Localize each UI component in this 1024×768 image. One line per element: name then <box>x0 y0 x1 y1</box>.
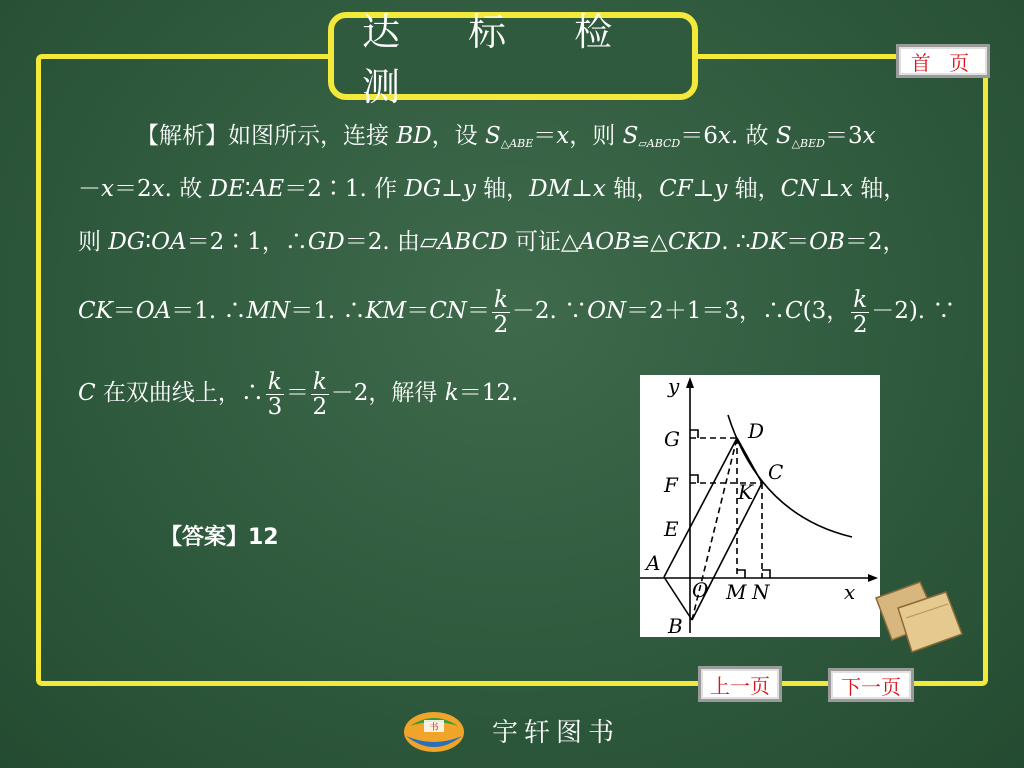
text-segment: － <box>78 176 101 202</box>
solution-line-3 <box>78 216 958 269</box>
text-segment: y <box>462 176 476 202</box>
text-segment: x <box>717 123 731 149</box>
text-segment: ＝ <box>533 123 557 149</box>
label-y: y <box>668 375 680 398</box>
fraction-numerator: k <box>312 368 327 395</box>
text-segment: CF <box>659 176 693 202</box>
text-segment: ＝ <box>466 298 490 324</box>
y-axis-arrow <box>686 377 694 388</box>
text-segment: OB <box>809 229 845 255</box>
text-segment: ＝ <box>285 380 309 406</box>
fraction <box>851 288 869 337</box>
fraction-numerator: k <box>493 286 508 313</box>
label-N: N <box>752 580 770 604</box>
parchment-icon <box>868 578 964 658</box>
prev-page-button[interactable]: 上一页 <box>698 666 782 702</box>
fraction-denominator: 2 <box>493 311 509 338</box>
text-segment: x <box>862 123 876 149</box>
text-segment: AE <box>250 176 285 202</box>
text-segment: ⊥ <box>692 176 715 202</box>
text-segment: ＝ <box>786 229 810 255</box>
text-segment: C <box>785 298 803 324</box>
home-button[interactable]: 首 页 <box>896 44 990 78</box>
text-segment: ⊥ <box>818 176 840 202</box>
text-segment: ＝2∶1. 作 <box>284 176 405 202</box>
text-segment: ，则 <box>569 123 623 149</box>
text-segment: x <box>101 176 114 202</box>
text-segment: ＝3 <box>825 123 863 149</box>
right-angle-G <box>690 430 698 438</box>
page-title: 达 标 检 测 <box>362 10 641 109</box>
text-segment: 可证△ <box>507 229 579 255</box>
text-segment: ON <box>587 298 627 324</box>
fraction-denominator: 3 <box>267 393 283 420</box>
text-segment: 在双曲线上，∴ <box>95 380 264 406</box>
text-segment: －2). ∵ <box>871 298 956 324</box>
label-M: M <box>726 580 747 604</box>
segment-DC <box>737 438 762 483</box>
geometry-figure <box>640 375 880 637</box>
text-segment: x <box>592 176 606 202</box>
text-segment: . 故 <box>730 123 776 149</box>
text-segment: CN <box>780 176 819 202</box>
fraction <box>492 288 510 337</box>
text-segment: MN <box>246 298 291 324</box>
text-segment: ⊥ <box>571 176 593 202</box>
answer-label: 【答案】12 <box>160 525 279 550</box>
text-segment: GD <box>307 229 345 255</box>
text-segment: BD <box>396 123 432 149</box>
text-segment: AOB <box>578 229 632 255</box>
text-segment: CN <box>429 298 467 324</box>
text-segment: x <box>151 176 165 202</box>
label-K: K <box>738 480 753 504</box>
text-segment: y <box>714 176 728 202</box>
label-A: A <box>646 551 661 575</box>
text-segment: ＝ <box>406 298 430 324</box>
text-segment: ＝1. ∴ <box>290 298 366 324</box>
text-segment: ＝2， <box>844 229 906 255</box>
text-segment: k <box>444 380 459 406</box>
next-page-button[interactable]: 下一页 <box>828 668 914 702</box>
text-segment: －2，解得 <box>330 380 445 406</box>
text-segment: . ∴ <box>721 229 751 255</box>
brand-name: 宇轩图书 <box>492 717 621 748</box>
right-angle-N <box>762 570 770 578</box>
text-segment: ≌△ <box>631 229 668 255</box>
text-segment: ⊥ <box>441 176 463 202</box>
text-segment: ＝2. 由▱ <box>344 229 438 255</box>
text-segment: 【解析】如图所示，连接 <box>136 123 397 149</box>
label-D: D <box>748 419 765 443</box>
fraction-numerator: k <box>853 286 868 313</box>
segment-AD <box>664 438 737 577</box>
text-segment: ＝2 <box>113 176 152 202</box>
label-E: E <box>664 517 679 541</box>
text-segment: CK <box>78 298 113 324</box>
text-segment: 则 <box>78 229 109 255</box>
text-segment: x <box>556 123 570 149</box>
text-segment: ∶ <box>145 229 152 255</box>
text-segment: KM <box>365 298 407 324</box>
text-segment: OA <box>135 298 172 324</box>
text-subscript: △BED <box>791 137 825 150</box>
text-segment: －2. ∵ <box>511 298 588 324</box>
text-segment: S <box>622 123 639 149</box>
fraction-denominator: 2 <box>312 393 328 420</box>
label-x: x <box>844 580 856 604</box>
fraction-denominator: 2 <box>852 311 868 338</box>
right-angle-F <box>690 475 698 483</box>
text-segment: ABCD <box>437 229 508 255</box>
fraction-numerator: k <box>267 368 282 395</box>
text-segment: 轴， <box>605 176 660 202</box>
text-segment: ＝2＋1＝3，∴ <box>626 298 786 324</box>
label-C: C <box>768 460 784 484</box>
text-segment: 轴， <box>475 176 530 202</box>
title-box <box>328 10 698 109</box>
text-segment: ＝6 <box>680 123 718 149</box>
fraction <box>266 370 284 419</box>
solution-line-4 <box>78 281 958 341</box>
text-segment: OA <box>151 229 187 255</box>
label-F: F <box>664 473 678 497</box>
label-G: G <box>664 427 680 451</box>
text-segment: DM <box>529 176 572 202</box>
text-segment: DG <box>108 229 146 255</box>
text-segment: ＝2∶1，∴ <box>186 229 308 255</box>
hyperbola-curve <box>728 415 852 537</box>
solution-line-1 <box>78 110 958 163</box>
text-segment: S <box>484 123 501 149</box>
text-segment: ＝ <box>112 298 136 324</box>
solution-line-2 <box>78 163 958 216</box>
text-subscript: ▱ABCD <box>638 137 681 150</box>
figure-svg <box>640 375 880 637</box>
right-angle-M <box>737 570 745 578</box>
text-segment: ∶ <box>244 176 251 202</box>
text-segment: 轴， <box>727 176 781 202</box>
text-segment: (3， <box>802 298 850 324</box>
text-segment: ，设 <box>431 123 485 149</box>
yuxuan-logo-icon <box>400 702 468 758</box>
text-segment: CKD <box>668 229 722 255</box>
label-B: B <box>668 614 683 637</box>
text-segment: C <box>78 380 96 406</box>
text-segment: DE <box>209 176 245 202</box>
fraction <box>311 370 329 419</box>
text-subscript: △ABE <box>500 137 534 150</box>
text-segment: ＝1. ∴ <box>171 298 247 324</box>
footer-brand <box>400 700 620 760</box>
label-O: O <box>692 578 709 602</box>
text-segment: S <box>775 123 792 149</box>
text-segment: DG <box>404 176 442 202</box>
text-segment: 轴， <box>852 176 907 202</box>
text-segment: . 故 <box>164 176 210 202</box>
svg-text:书: 书 <box>429 723 439 733</box>
text-segment: DK <box>750 229 787 255</box>
text-segment: ＝12. <box>458 380 519 406</box>
text-segment: x <box>840 176 853 202</box>
